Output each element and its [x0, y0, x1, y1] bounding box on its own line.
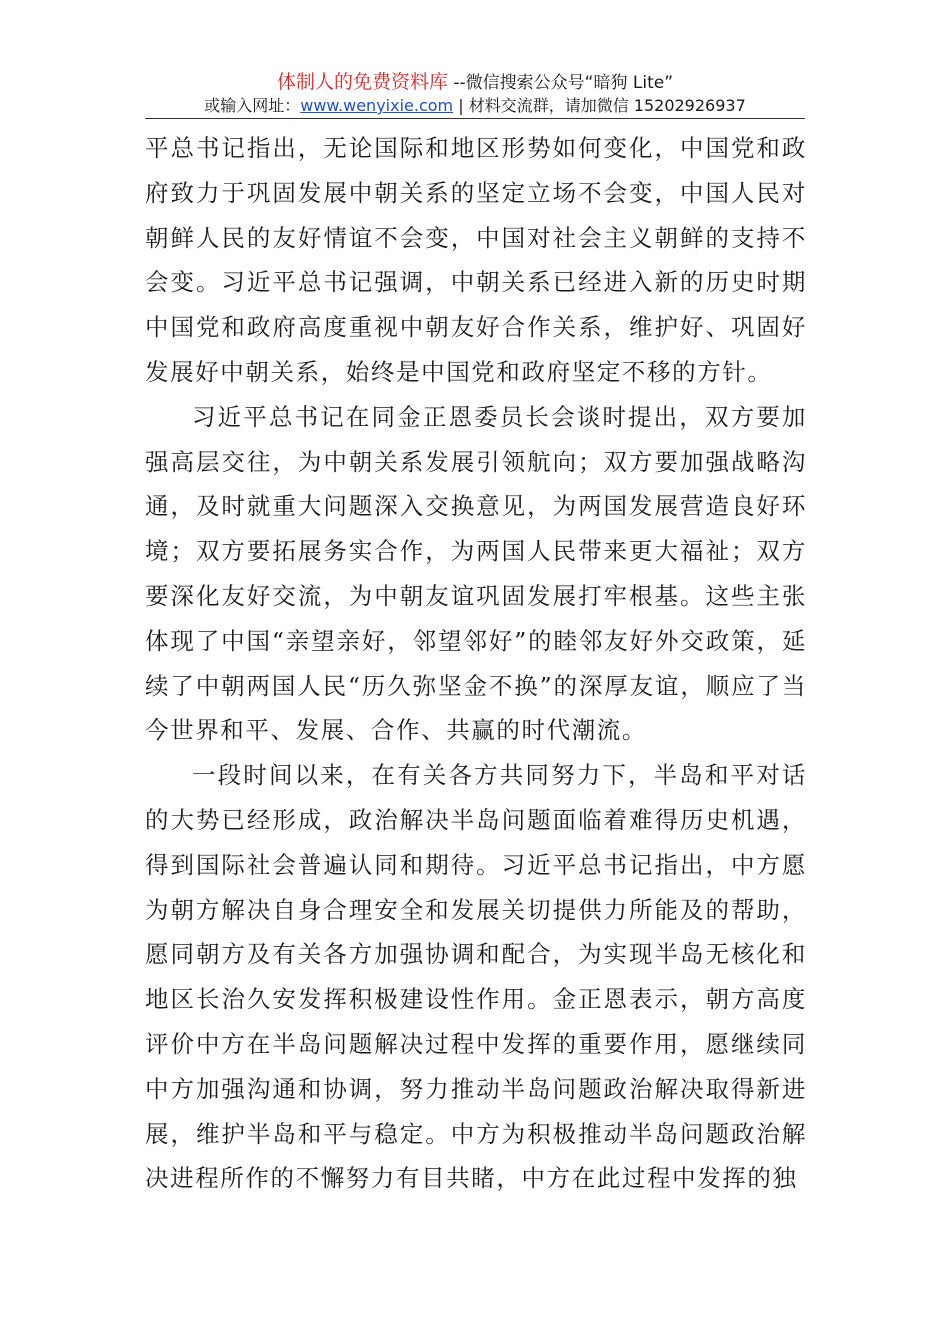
website-link[interactable]: www.wenyixie.com — [300, 96, 454, 115]
header-contact-line — [145, 95, 805, 117]
page-header — [145, 70, 805, 117]
header-divider — [145, 118, 805, 119]
header-title-line — [145, 70, 805, 95]
document-body — [145, 126, 807, 1201]
url-prefix: 或输入网址： — [204, 96, 301, 115]
header-tagline: --微信搜索公众号“暗狗 Lite” — [448, 73, 674, 93]
paragraph-3: 一段时间以来，在有关各方共同努力下，半岛和平对话的大势已经形成，政治解决半岛问题面临着难得历史机遇，得到国际社会普遍认同和期待。习近平总书记指出，中方愿为朝方解决自身合理安全和发展关切提供力所能及的帮助，愿同朝方及有关各方加强协调和配合，为实现半岛无核化和地区长治久安发挥积极建设性作用。金正恩表示，朝方高度评价中方在半岛问题解决过程中发挥的重要作用，愿继续同中方加强沟通和协调，努力推动半岛问题政治解决取得新进展，维护半岛和平与稳定。中方为积极推动半岛问题政治解决进程所作的不懈努力有目共睹，中方在此过程中发挥的独 — [145, 761, 807, 1193]
site-name: 体制人的免费资料库 — [276, 71, 448, 93]
paragraph-1: 平总书记指出，无论国际和地区形势如何变化，中国党和政府致力于巩固发展中朝关系的坚定立场不会变，中国人民对朝鲜人民的友好情谊不会变，中国对社会主义朝鲜的支持不会变。习近平总书记强调，中朝关系已经进入新的历史时期中国党和政府高度重视中朝友好合作关系，维护好、巩固好发展好中朝关系，始终是中国党和政府坚定不移的方针。 — [145, 134, 807, 386]
contact-text: | 材料交流群，请加微信 15202926937 — [453, 96, 746, 115]
paragraph-2: 习近平总书记在同金正恩委员长会谈时提出，双方要加强高层交往，为中朝关系发展引领航向；双方要加强战略沟通，及时就重大问题深入交换意见，为两国发展营造良好环境；双方要拓展务实合作，为两国人民带来更大福祉；双方要深化友好交流，为中朝友谊巩固发展打牢根基。这些主张体现了中国“亲望亲好，邻望邻好”的睦邻友好外交政策，延续了中朝两国人民“历久弥坚金不换”的深厚友谊，顺应了当今世界和平、发展、合作、共赢的时代潮流。 — [145, 402, 807, 745]
